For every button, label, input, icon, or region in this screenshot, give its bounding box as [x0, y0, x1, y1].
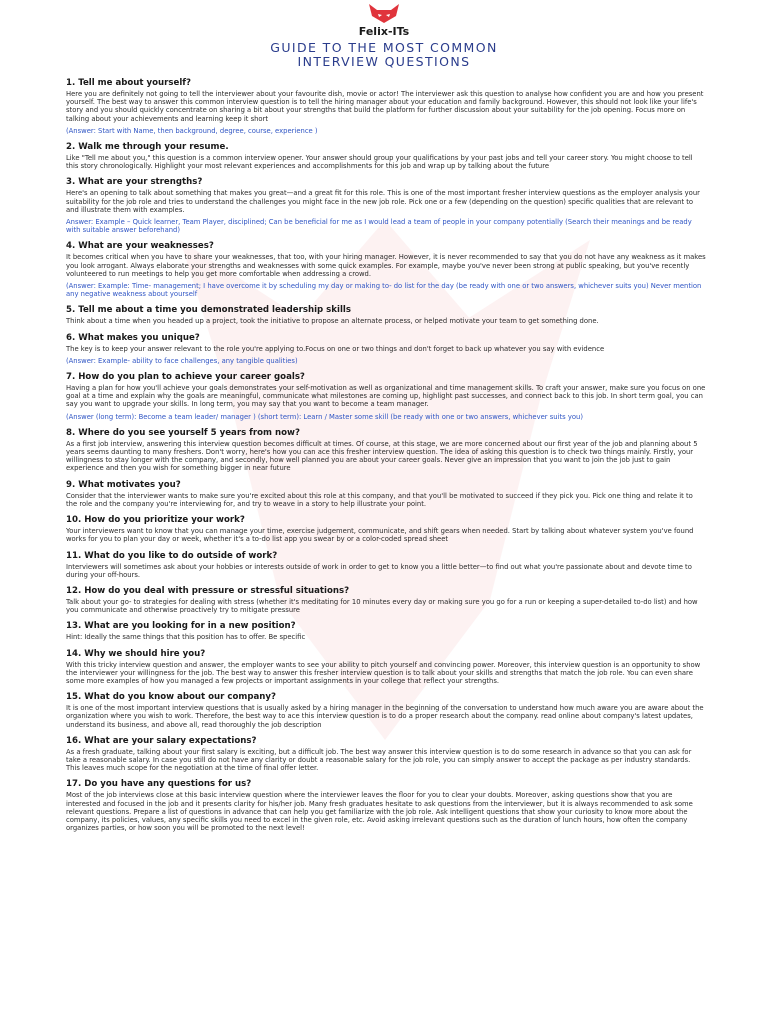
question-section [66, 372, 706, 428]
brand-name: Felix-ITs [358, 25, 410, 38]
question-section [66, 428, 706, 480]
question-answer-text: It is one of the most important interview questions that is usually asked by a hiring manager in the beginning of the conversation to understand how much aware you are aware about the organization where you wish to work. Therefore, the best way to ace this interview question is to do a proper research about the company. read online about company's latest updates, understand its business, and above all, read thoroughly the job description [66, 704, 704, 729]
answer-hint: (Answer (long term): Become a team leader/ manager ) (short term): Learn / Master some skill (be ready with one or two answers, whichever suits you) [66, 412, 584, 421]
question-answer-text: Here's an opening to talk about something that makes you great—and a great fit for this role. This is one of the most important fresher interview questions as the employer analysis your suitability for the job role and tries to understand the challenges you might face in the new job role. Pick one or a few (depending on the question) specific qualities that are relevant to and illustrate them with examples. [66, 189, 700, 214]
section-spacer [66, 473, 706, 480]
question-section [66, 515, 706, 550]
answer-hint: (Answer: Start with Name, then background, degree, course, experience ) [66, 126, 318, 135]
section-spacer [66, 772, 706, 779]
question-answer-text: The key is to keep your answer relevant to the role you're applying to.Focus on one or two things and don't forget to back up whatever you say with evidence [66, 344, 605, 353]
question-title: 11. What do you like to do outside of work? [66, 550, 278, 561]
question-answer-text: Having a plan for how you'll achieve your goals demonstrates your self-motivation as well as organizational and time management skills. To craft your answer, make sure you focus on one goal at a time and explain why the goals are meaningful, communicate what milestones are coming up, highlight past successes, and connect back to this job. In short term goal, you can say you want to upgrade your skills. In long term, you may say that you want to become a team manager. [66, 384, 706, 409]
question-title: 17. Do you have any questions for us? [66, 779, 252, 790]
question-section [66, 480, 706, 515]
section-spacer [66, 544, 706, 551]
title-line-1: GUIDE TO THE MOST COMMON [270, 40, 498, 55]
document-header [0, 2, 768, 69]
question-title: 1. Tell me about yourself? [66, 78, 191, 88]
question-section [66, 177, 706, 241]
section-spacer [66, 365, 706, 372]
question-title: 9. What motivates you? [66, 479, 181, 490]
question-title: 5. Tell me about a time you demonstrated leadership skills [66, 305, 351, 316]
question-title: 14. Why we should hire you? [66, 648, 206, 659]
section-spacer [66, 729, 706, 736]
question-answer-text: It becomes critical when you have to share your weaknesses, that too, with your hiring manager. However, it is never recommended to say that you do not have any weakness as it makes you look arrogant. Always elaborate your strengths and weaknesses with some quick examples. For example, maybe you've never been strong at public speaking, but you've recently volunteered to run meetings to help you get more comfortable when addressing a crowd. [66, 253, 706, 278]
question-section [66, 78, 706, 142]
question-answer-text: Consider that the interviewer wants to make sure you're excited about this role at this company, and that you'll be motivated to succeed if they pick you. Pick one thing and relate it to the role and the company you're interviewing for, and try to weave in a story to help illustrate your point. [66, 491, 693, 508]
question-section [66, 736, 706, 780]
question-answer-text: Interviewers will sometimes ask about your hobbies or interests outside of work in order to get to know you a little better—to find out what you're passionate about and devote time to during your off-hours. [66, 562, 692, 579]
question-title: 4. What are your weaknesses? [66, 241, 214, 252]
section-spacer [66, 326, 706, 333]
question-section [66, 241, 706, 305]
question-answer-text: Talk about your go- to strategies for dealing with stress (whether it's meditating for 10 minutes every day or making sure you go for a run or keeping a super-detailed to-do list) and how you communicate and otherwise proactively try to mitigate pressure [66, 597, 698, 615]
question-section [66, 142, 706, 177]
section-spacer [66, 685, 706, 692]
question-section [66, 779, 706, 839]
question-section [66, 551, 706, 586]
title-line-2: INTERVIEW QUESTIONS [297, 54, 471, 69]
question-answer-text: As a first job interview, answering this interview question becomes difficult at times. Of course, at this stage, we are more concerned about our first year of the job and planning about 5 years seems daunting to many freshers. Don't worry, here's how you can ace this fresher interview question. The idea of asking this question is to check two things mainly. Firstly, your willingness to stay longer with the company, and secondly, how well planned you are about your career goals. Never give an impression that you want to join the job just to gain experience and then you wish for something bigger in near future [66, 439, 698, 473]
page-title [0, 41, 768, 69]
question-title: 16. What are your salary expectations? [66, 735, 257, 746]
question-answer-text: Here you are definitely not going to tell the interviewer about your favourite dish, movie or actor! The interviewer ask this question to analyse how confident you are and how you present yourself. The best way to answer this common interview question is to tell the hiring manager about your education and family background. However, this should not look like your life's story and you should quickly concentrate on sharing a bit about your strengths that build the platform for further discussion about your suitability for the job opening. Focus more on talking about your achievements and learning keep it short [66, 90, 704, 123]
question-title: 15. What do you know about our company? [66, 692, 276, 703]
section-spacer [66, 298, 706, 305]
question-title: 2. Walk me through your resume. [66, 142, 229, 153]
question-answer-text: With this tricky interview question and answer, the employer wants to see your ability to pitch yourself and convincing power. Moreover, this interview question is an opportunity to show the interviewer your willingness for the job. The best way to answer this fresher interview question is to talk about your skills and strengths that match the job role. You can even share some more examples of how you managed a few projects or important assignments in your college that reflect your strengths. [66, 660, 701, 685]
questions-list [66, 78, 706, 839]
question-section [66, 649, 706, 693]
question-answer-text: Like "Tell me about you," this question is a common interview opener. Your answer should group your qualifications by your past jobs and tell your career story. You might choose to tell this story chronologically. Highlight your most relevant experiences and accomplishments for this job and wrap up by talking about the future [66, 154, 693, 171]
question-section [66, 621, 706, 648]
answer-hint: Answer: Example – Quick learner, Team Player, disciplined; Can be beneficial for me as I would lead a team of people in your company potentially (Search their meanings and be ready with suitable answer beforehand) [66, 218, 692, 235]
question-title: 10. How do you prioritize your work? [66, 515, 245, 526]
question-title: 12. How do you deal with pressure or stressful situations? [66, 585, 350, 596]
question-section [66, 305, 706, 332]
question-answer-text: Most of the job interviews close at this basic interview question where the interviewer leaves the floor for you to clear your doubts. Moreover, asking questions show that you are interested and focused in the job and it presents clarity for his/her job. Many fresh graduates hesitate to ask questions from the interviewer, but it is always recommended to ask some relevant questions. Prepare a list of questions in advance that can help you get familiarize with the job role. Ask intelligent questions that show your curiosity to know more about the company, its policies, values, any specific skills you need to excel in the given role, etc. Avoid asking irrelevant questions such as the duration of lunch hours, how often the company organizes parties, or how soon you will be promoted to the next level! [66, 791, 693, 833]
question-answer-text: As a fresh graduate, talking about your first salary is exciting, but a difficult job. The best way answer this interview question is to do some research in advance so that you can ask for take a reasonable salary. In case you still do not have any clarity or doubt a reasonable salary for the job role, you can simply answer to accept the package as per industry standards. This leaves much scope for the negotiation at the time of final offer letter. [66, 747, 692, 773]
section-spacer [66, 135, 706, 142]
section-spacer [66, 421, 706, 428]
question-title: 6. What makes you unique? [66, 332, 200, 343]
section-spacer [66, 508, 706, 515]
section-spacer [66, 614, 706, 621]
question-section [66, 692, 706, 736]
question-title: 3. What are your strengths? [66, 177, 203, 188]
section-spacer [66, 642, 706, 649]
question-section [66, 586, 706, 621]
section-spacer [66, 170, 706, 177]
question-answer-text: Your interviewers want to know that you can manage your time, exercise judgement, communicate, and shift gears when needed. Start by talking about whatever system you've found works for you to plan your day or week, whether it's a to-do list app you swear by or a color-coded spread sheet [66, 527, 694, 544]
question-title: 13. What are you looking for in a new position? [66, 621, 296, 632]
fox-head-logo-icon [366, 2, 402, 24]
section-spacer [66, 579, 706, 586]
answer-hint: (Answer: Example- ability to face challenges, any tangible qualities) [66, 356, 298, 365]
question-answer-text: Hint: Ideally the same things that this position has to offer. Be specific [66, 633, 306, 642]
section-spacer [66, 832, 706, 839]
question-answer-text: Think about a time when you headed up a project, took the initiative to propose an alternate process, or helped motivate your team to get something done. [66, 317, 599, 326]
question-title: 8. Where do you see yourself 5 years from now? [66, 427, 300, 438]
question-title: 7. How do you plan to achieve your career goals? [66, 372, 305, 383]
section-spacer [66, 234, 706, 241]
question-section [66, 333, 706, 372]
answer-hint: (Answer: Example: Time- management; I have overcome it by scheduling my day or making to- do list for the day (be ready with one or two answers, whichever suits you) Never mention any negative weakness about yourself [66, 282, 702, 299]
